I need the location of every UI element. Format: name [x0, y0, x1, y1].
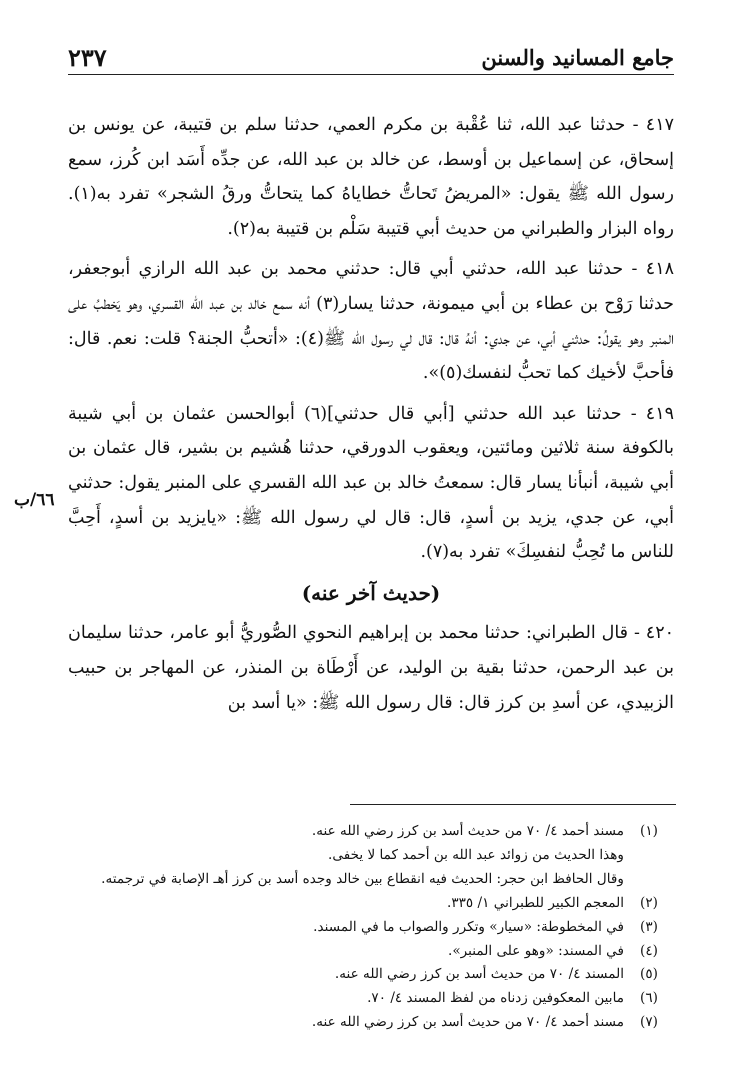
footnote-text: مسند أحمد ٤/ ٧٠ من حديث أسد بن كرز رضي الله عنه.: [311, 1014, 624, 1031]
hadith-420: ٤٢٠ - قال الطبراني: حدثنا محمد بن إبراهيم النحوي الصُّوريُّ أبو عامر، حدثنا سليمان بن عبد الرحمن، حدثنا بقية بن الوليد، عن أَرْطَاة بن المنذر، عن المهاجر بن حبيب الزبيدي، عن أسدِ بن كرز قال: قال رسول الله ﷺ: «يا أسد بن: [68, 623, 674, 713]
footnote-number: (٦): [640, 990, 658, 1007]
manuscript-folio-note: ٦٦/ب: [14, 490, 55, 510]
page-number: ٢٣٧: [68, 43, 107, 72]
footnote-number: (٢): [640, 894, 658, 911]
running-header: [68, 40, 674, 75]
main-text: [68, 108, 674, 720]
footnote-number: (٤): [640, 942, 658, 959]
footnote: [68, 1011, 674, 1035]
hadith-418: ٤١٨ - حدثنا عبد الله، حدثني أبي قال: حدثني محمد بن عبد الله الرازي أبوجعفر، حدثنا رَوْح بن عطاء بن أبي ميمونة، حدثنا يسار(٣) أنه سمع خالد بن عبد الله القسري، وهو يَخطبُ على المنبر وهو يقولُ: حدثني أبي، عن جدي: أنهُ قال: قال لي رسول الله ﷺ(٤): «أتحبُّ الجنة؟ قلت: نعم. قال: فأحبَّ لأخيك كما تحبُّ لنفسك(٥)».: [68, 259, 674, 384]
footnote-text: وقال الحافظ ابن حجر: الحديث فيه انقطاع بين خالد وجده أسد بن كرز أهـ الإصابة في ترجمته.: [101, 870, 624, 887]
footnote: [68, 820, 674, 844]
footnotes: [68, 820, 674, 1035]
footnote-text: مابين المعكوفين زدناه من لفظ المسند ٤/ ٧٠.: [367, 990, 624, 1007]
footnote: [68, 892, 674, 916]
footnote-text: في المسند: «وهو على المنبر».: [448, 942, 624, 959]
footnote-continuation: [68, 868, 674, 892]
footnote-text: المسند ٤/ ٧٠ من حديث أسد بن كرز رضي الله عنه.: [334, 966, 624, 983]
footnote-number: (٧): [640, 1014, 658, 1031]
footnote-text: وهذا الحديث من زوائد عبد الله بن أحمد كما لا يخفى.: [328, 846, 624, 863]
section-subheading: (حديث آخر عنه): [301, 580, 441, 605]
footnote-continuation: [68, 844, 674, 868]
footnote: [68, 987, 674, 1011]
footnote-divider: [350, 804, 676, 805]
footnote-number: (٣): [640, 918, 658, 935]
hadith-417: ٤١٧ - حدثنا عبد الله، ثنا عُقْبة بن مكرم العمي، حدثنا سلم بن قتيبة، عن يونس بن إسحاق، عن إسماعيل بن أوسط، عن خالد بن عبد الله، عن جدِّه أَسَد ابن كُرز، سمع رسول الله ﷺ يقول: «المريضُ تَحاتُّ خطاياهُ كما يتحاتُّ ورقُ الشجر» تفرد به(١). رواه البزار والطبراني من حديث أبي قتيبة سَلْم بن قتيبة به(٢).: [68, 115, 674, 239]
running-title: جامع المسانيد والسنن: [481, 45, 674, 70]
footnote-text: في المخطوطة: «سيار» وتكرر والصواب ما في المسند.: [313, 918, 624, 935]
footnote-number: (٥): [640, 966, 658, 983]
footnote-text: مسند أحمد ٤/ ٧٠ من حديث أسد بن كرز رضي الله عنه.: [311, 823, 624, 839]
footnote: [68, 940, 674, 964]
footnote-number: (١): [640, 823, 658, 839]
hadith-419: ٤١٩ - حدثنا عبد الله حدثني [أبي قال حدثني](٦) أبوالحسن عثمان بن أبي شيبة بالكوفة سنة ثلاثين ومائتين، ويعقوب الدورقي، حدثنا هُشيم بن بشير، قال عثمان بن أبي شيبة، أنبأنا يسار قال: سمعتُ خالد بن عبد الله القسري على المنبر يقول: حدثني أبي، عن جدي، يزيد بن أسدٍ، قال: قال لي رسول الله ﷺ: «يايزيد بن أسدٍ، أَحِبَّ للناس ما تُحِبُّ لنفسِكَ» تفرد به(٧).: [68, 403, 674, 563]
footnote: [68, 916, 674, 940]
footnote: [68, 963, 674, 987]
footnote-text: المعجم الكبير للطبراني ١/ ٣٣٥.: [447, 894, 624, 911]
